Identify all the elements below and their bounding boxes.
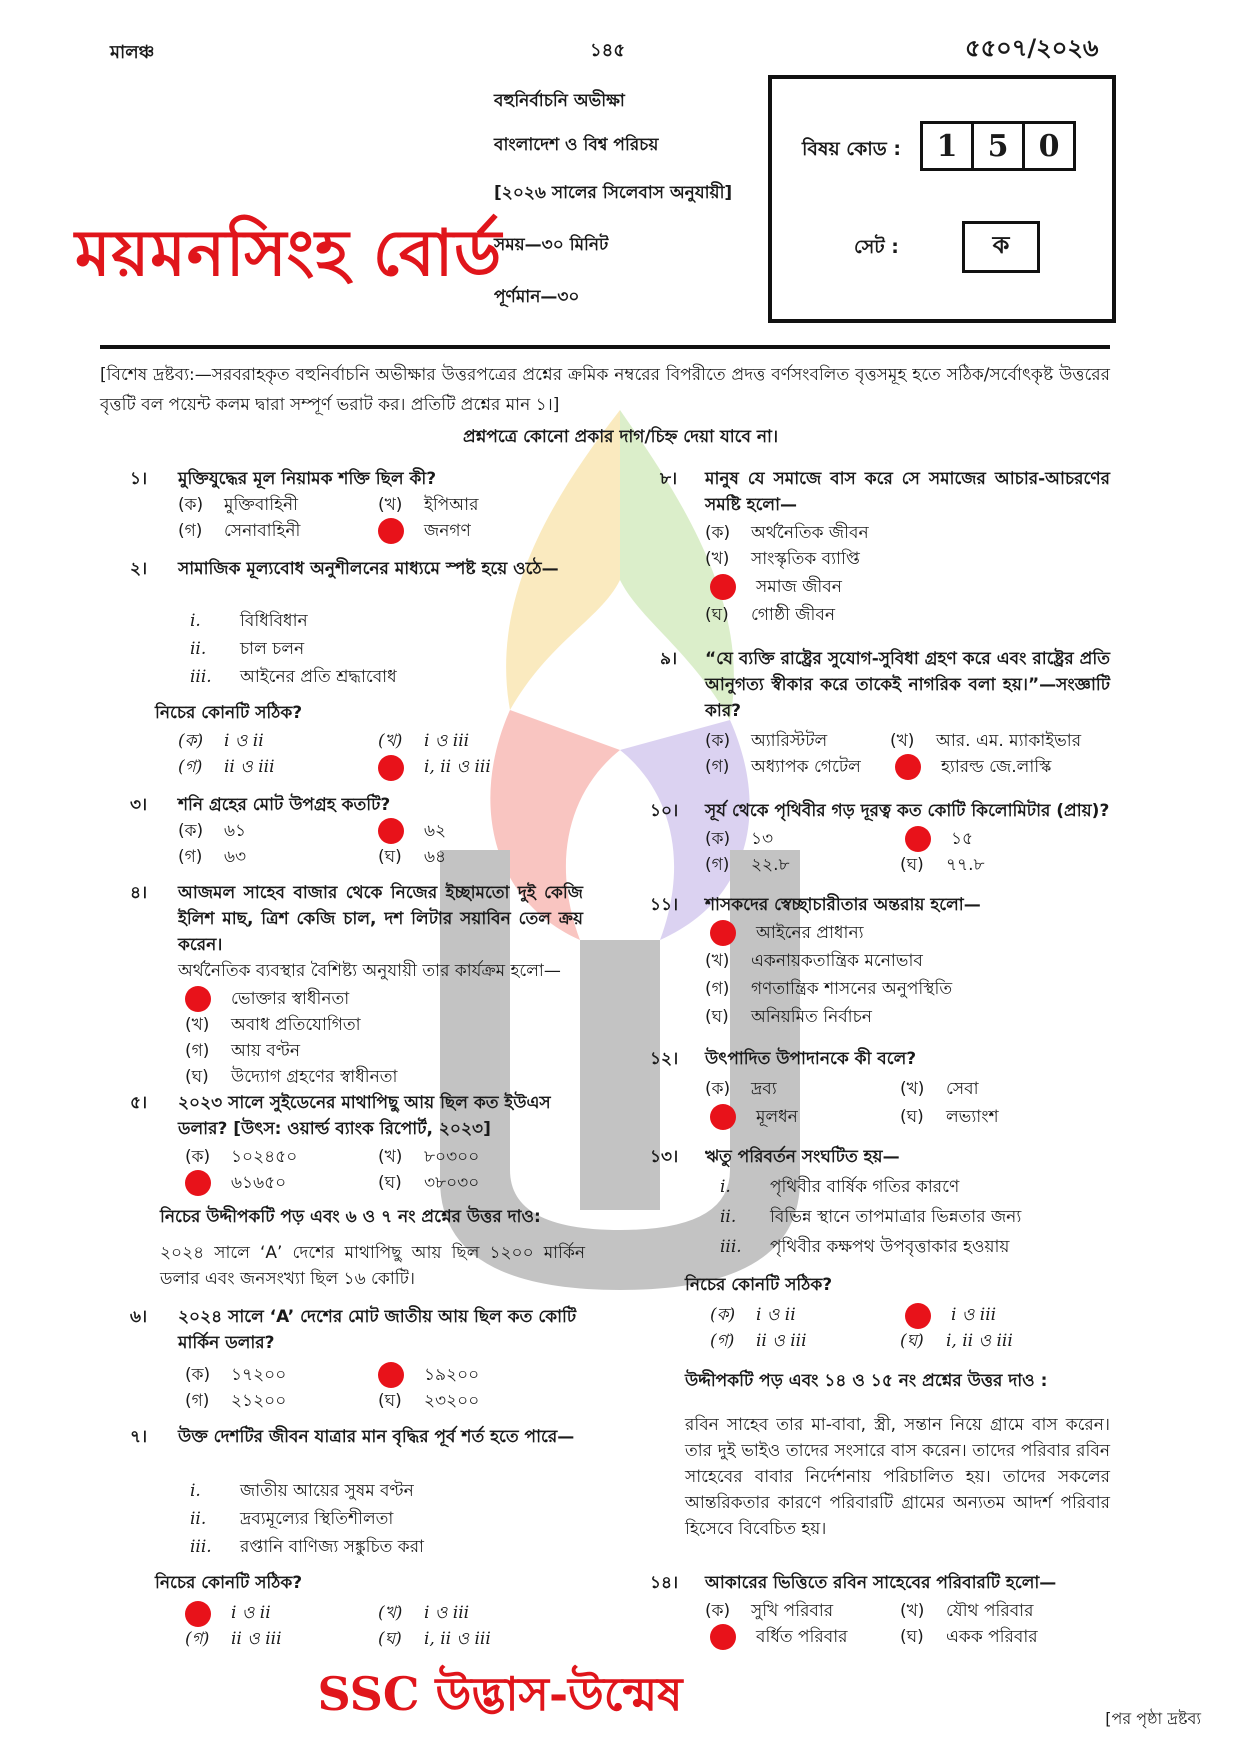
- q8-text: মানুষ যে সমাজে বাস করে সে সমাজের আচার-আচরণের সমষ্টি হলো—: [705, 469, 1110, 515]
- publisher-tag: মালঞ্চ: [110, 42, 155, 63]
- q1-option-d-marked: জনগণ: [378, 518, 471, 544]
- answer-mark-icon: [378, 755, 404, 781]
- full-marks: পূর্ণমান—৩০: [494, 287, 580, 307]
- q3-option-a: (ক) ৬১: [178, 821, 247, 841]
- answer-mark-icon: [895, 754, 921, 780]
- q14-number: ১৪।: [650, 1573, 679, 1593]
- q2-option-c: (গ) ii ও iii: [178, 757, 275, 777]
- set-value: ক: [962, 221, 1040, 273]
- subject-code-digits: [920, 121, 1076, 171]
- header-divider: [100, 345, 1110, 349]
- q12-option-c-marked: মূলধন: [710, 1104, 798, 1130]
- q11-option-c: (গ) গণতান্ত্রিক শাসনের অনুপস্থিতি: [705, 979, 953, 999]
- answer-mark-icon: [905, 1303, 931, 1329]
- q13-item-ii: ii. বিভিন্ন স্থানে তাপমাত্রার ভিন্নতার জন্য: [720, 1207, 1022, 1227]
- answer-mark-icon: [710, 574, 736, 600]
- board-name: ময়মনসিংহ বোর্ড: [75, 216, 503, 291]
- q2-text: সামাজিক মূল্যবোধ অনুশীলনের মাধ্যমে স্পষ্ট হয়ে ওঠে—: [178, 559, 559, 579]
- q9-text: “যে ব্যক্তি রাষ্ট্রের সুযোগ-সুবিধা গ্রহণ করে এবং রাষ্ট্রের প্রতি আনুগত্য স্বীকার করে তাকেই নাগরিক বলা হয়।”—সংজ্ঞাটি কার?: [705, 649, 1110, 721]
- q13-option-b-marked: i ও iii: [905, 1302, 996, 1329]
- answer-mark-icon: [185, 986, 211, 1012]
- q13-number: ১৩।: [650, 1147, 679, 1167]
- q8-option-d: (ঘ) গোষ্ঠী জীবন: [705, 605, 835, 625]
- q8-option-c-marked: সমাজ জীবন: [710, 574, 842, 600]
- q4-option-a-marked: ভোক্তার স্বাধীনতা: [185, 986, 349, 1012]
- answer-mark-icon: [185, 1601, 211, 1627]
- code-digit: 5: [974, 124, 1025, 168]
- q12-option-d: (ঘ) লভ্যাংশ: [900, 1107, 999, 1127]
- next-page-note: [পর পৃষ্ঠা দ্রষ্টব্য: [1105, 1709, 1201, 1728]
- q1-option-a: (ক) মুক্তিবাহিনী: [178, 495, 299, 515]
- q13-option-a: (ক) i ও ii: [710, 1305, 796, 1325]
- q14-option-b: (খ) যৌথ পরিবার: [900, 1601, 1034, 1621]
- stimulus1-intro: নিচের উদ্দীপকটি পড় এবং ৬ ও ৭ নং প্রশ্নের উত্তর দাও:: [160, 1207, 541, 1227]
- q3-text: শনি গ্রহের মোট উপগ্রহ কতটি?: [178, 795, 391, 815]
- stimulus2-text: রবিন সাহেব তার মা-বাবা, স্ত্রী, সন্তান নিয়ে গ্রামে বাস করেন। তার দুই ভাইও তাদের সংসারে বাস করেন। তাদের পরিবার রবিন সাহেবের বাবার নির্দেশনায় পরিচালিত হয়। তাদের সকলের আন্তরিকতার কারণে পরিবারটি গ্রামের অন্যতম আদর্শ পরিবার হিসেবে বিবেচিত হয়।: [685, 1415, 1110, 1539]
- answer-mark-icon: [710, 920, 736, 946]
- q7-item-i: i. জাতীয় আয়ের সুষম বণ্টন: [190, 1481, 414, 1501]
- q5-number: ৫।: [130, 1093, 148, 1113]
- q11-option-b: (খ) একনায়কতান্ত্রিক মনোভাব: [705, 951, 923, 971]
- q3-number: ৩।: [130, 795, 148, 815]
- q7-option-d: (ঘ) i, ii ও iii: [378, 1629, 491, 1649]
- q5-option-a: (ক) ১০২৪৫০: [185, 1147, 298, 1167]
- answer-mark-icon: [710, 1104, 736, 1130]
- exam-type: বহুনির্বাচনি অভীক্ষা: [494, 91, 625, 111]
- q7-number: ৭।: [130, 1427, 148, 1447]
- subject-code-label: বিষয় কোড :: [802, 138, 902, 160]
- set-label: সেট :: [854, 236, 899, 258]
- q7-option-a-marked: i ও ii: [185, 1600, 271, 1627]
- brand-footer: SSC উদ্ভাস-উন্মেষ: [317, 1667, 683, 1721]
- q9-option-b: (খ) আর. এম. ম্যাকাইভার: [890, 731, 1082, 751]
- answer-mark-icon: [378, 518, 404, 544]
- q10-option-c: (গ) ২২.৮: [705, 855, 790, 875]
- q13-which-correct: নিচের কোনটি সঠিক?: [685, 1275, 833, 1295]
- code-digit: 1: [923, 124, 974, 168]
- q11-option-d: (ঘ) অনিয়মিত নির্বাচন: [705, 1007, 872, 1027]
- q8-option-b: (খ) সাংস্কৃতিক ব্যাপ্তি: [705, 549, 860, 569]
- q3-option-b-marked: ৬২: [378, 818, 446, 844]
- q14-option-d: (ঘ) একক পরিবার: [900, 1627, 1038, 1647]
- q2-option-b: (খ) i ও iii: [378, 731, 470, 751]
- q2-item-iii: iii. আইনের প্রতি শ্রদ্ধাবোধ: [190, 667, 397, 687]
- q1-option-c: (গ) সেনাবাহিনী: [178, 521, 301, 541]
- q6-option-b-marked: ১৯২০০: [378, 1362, 479, 1388]
- q3-option-c: (গ) ৬৩: [178, 847, 247, 867]
- q14-option-a: (ক) সুখি পরিবার: [705, 1601, 834, 1621]
- answer-mark-icon: [185, 1170, 211, 1196]
- q10-option-a: (ক) ১৩: [705, 829, 774, 849]
- q10-number: ১০।: [650, 801, 679, 821]
- q12-option-a: (ক) দ্রব্য: [705, 1079, 777, 1099]
- q12-number: ১২।: [650, 1049, 679, 1069]
- q5-option-d: (ঘ) ৩৮০৩০: [378, 1173, 480, 1193]
- q10-text: সূর্য থেকে পৃথিবীর গড় দূরত্ব কত কোটি কিলোমিটার (প্রায়)?: [705, 801, 1110, 821]
- q4-number: ৪।: [130, 883, 148, 903]
- q6-option-c: (গ) ২১২০০: [185, 1391, 287, 1411]
- q7-option-b: (খ) i ও iii: [378, 1603, 470, 1623]
- answer-mark-icon: [378, 818, 404, 844]
- q13-item-iii: iii. পৃথিবীর কক্ষপথ উপবৃত্তাকার হওয়ায়: [720, 1237, 1010, 1257]
- q7-text: উক্ত দেশটির জীবন যাত্রার মান বৃদ্ধির পূর্ব শর্ত হতে পারে—: [178, 1427, 575, 1447]
- q1-option-b: (খ) ইপিআর: [378, 495, 479, 515]
- q6-option-d: (ঘ) ২৩২০০: [378, 1391, 480, 1411]
- q9-option-a: (ক) অ্যারিস্টটল: [705, 731, 828, 751]
- q13-option-d: (ঘ) i, ii ও iii: [900, 1331, 1013, 1351]
- stimulus2-intro: উদ্দীপকটি পড় এবং ১৪ ও ১৫ নং প্রশ্নের উত্তর দাও :: [685, 1371, 1048, 1391]
- subject-name: বাংলাদেশ ও বিশ্ব পরিচয়: [494, 135, 659, 155]
- q14-text: আকারের ভিত্তিতে রবিন সাহেবের পরিবারটি হলো—: [705, 1573, 1057, 1593]
- q2-item-ii: ii. চাল চলন: [190, 639, 305, 659]
- q2-option-a: (ক) i ও ii: [178, 731, 264, 751]
- q4-option-d: (ঘ) উদ্যোগ গ্রহণের স্বাধীনতা: [185, 1067, 398, 1087]
- q11-number: ১১।: [650, 895, 679, 915]
- q8-number: ৮।: [660, 469, 678, 489]
- q2-which-correct: নিচের কোনটি সঠিক?: [155, 703, 303, 723]
- q6-number: ৬।: [130, 1307, 148, 1327]
- instructions: [বিশেষ দ্রষ্টব্য:—সরবরাহকৃত বহুনির্বাচনি অভীক্ষার উত্তরপত্রের প্রশ্নের ক্রমিক নম্বরের বিপরীতে প্রদত্ত বর্ণসংবলিত বৃত্তসমূহ হতে সঠিক/সর্বোৎকৃষ্ট উত্তরের বৃত্তটি বল পয়েন্ট কলম দ্বারা সম্পূর্ণ ভরাট কর। প্রতিটি প্রশ্নের মান ১।]: [100, 365, 1110, 415]
- q7-item-iii: iii. রপ্তানি বাণিজ্য সঙ্কুচিত করা: [190, 1537, 424, 1557]
- q6-option-a: (ক) ১৭২০০: [185, 1365, 287, 1385]
- q9-option-d-marked: হ্যারল্ড জে.লাস্কি: [895, 754, 1051, 780]
- syllabus-note: [২০২৬ সালের সিলেবাস অনুযায়ী]: [494, 183, 733, 203]
- q11-text: শাসকদের স্বেচ্ছাচারীতার অন্তরায় হলো—: [705, 895, 981, 915]
- q4-option-c: (গ) আয় বণ্টন: [185, 1041, 300, 1061]
- q7-which-correct: নিচের কোনটি সঠিক?: [155, 1573, 303, 1593]
- q14-option-c-marked: বর্ধিত পরিবার: [710, 1624, 848, 1650]
- q10-option-d: (ঘ) ৭৭.৮: [900, 855, 985, 875]
- q2-number: ২।: [130, 559, 148, 579]
- q1-number: ১।: [130, 469, 148, 489]
- q4-text: আজমল সাহেব বাজার থেকে নিজের ইচ্ছামতো দুই কেজি ইলিশ মাছ, ত্রিশ কেজি চাল, দশ লিটার সয়াবিন তেল ক্রয় করেন।: [178, 883, 583, 955]
- stimulus1-text: ২০২৪ সালে ‘A’ দেশের মাথাপিছু আয় ছিল ১২০০ মার্কিন ডলার এবং জনসংখ্যা ছিল ১৬ কোটি।: [160, 1243, 585, 1289]
- page-number: ১৪৫: [590, 40, 626, 61]
- q10-option-b-marked: ১৫: [905, 826, 973, 852]
- q12-text: উৎপাদিত উপাদানকে কী বলে?: [705, 1049, 917, 1069]
- q2-option-d-marked: i, ii ও iii: [378, 754, 491, 781]
- exam-time: সময়—৩০ মিনিট: [494, 235, 609, 255]
- q4-option-b: (খ) অবাধ প্রতিযোগিতা: [185, 1015, 361, 1035]
- q9-option-c: (গ) অধ্যাপক গেটেল: [705, 757, 861, 777]
- warning-note: প্রশ্নপত্রে কোনো প্রকার দাগ/চিহ্ন দেয়া যাবে না।: [462, 427, 779, 447]
- answer-mark-icon: [378, 1362, 404, 1388]
- q13-text: ঋতু পরিবর্তন সংঘটিত হয়—: [705, 1147, 900, 1167]
- q12-option-b: (খ) সেবা: [900, 1079, 979, 1099]
- q13-item-i: i. পৃথিবীর বার্ষিক গতির কারণে: [720, 1177, 960, 1197]
- q2-item-i: i. বিধিবিধান: [190, 611, 308, 631]
- q5-option-c-marked: ৬১৬৫০: [185, 1170, 286, 1196]
- subject-code-box: [768, 75, 1116, 323]
- q8-option-a: (ক) অর্থনৈতিক জীবন: [705, 523, 869, 543]
- answer-mark-icon: [710, 1624, 736, 1650]
- doc-code: ৫৫০৭/২০২৬: [965, 34, 1099, 62]
- q6-text: ২০২৪ সালে ‘A’ দেশের মোট জাতীয় আয় ছিল কত কোটি মার্কিন ডলার?: [178, 1307, 577, 1353]
- q5-text: ২০২৩ সালে সুইডেনের মাথাপিছু আয় ছিল কত ইউএস ডলার? [উৎস: ওয়ার্ল্ড ব্যাংক রিপোর্ট, ২০২৩]: [178, 1093, 551, 1139]
- q4-text2: অর্থনৈতিক ব্যবস্থার বৈশিষ্ট্য অনুযায়ী তার কার্যক্রম হলো—: [178, 961, 561, 981]
- q3-option-d: (ঘ) ৬৪: [378, 847, 447, 867]
- answer-mark-icon: [905, 826, 931, 852]
- q5-option-b: (খ) ৮০৩০০: [378, 1147, 480, 1167]
- q7-item-ii: ii. দ্রব্যমূল্যের স্থিতিশীলতা: [190, 1509, 394, 1529]
- q11-option-a-marked: আইনের প্রাধান্য: [710, 920, 864, 946]
- q9-number: ৯।: [660, 649, 678, 669]
- q1-text: মুক্তিযুদ্ধের মূল নিয়ামক শক্তি ছিল কী?: [178, 469, 437, 489]
- q13-option-c: (গ) ii ও iii: [710, 1331, 807, 1351]
- code-digit: 0: [1038, 128, 1060, 164]
- q7-option-c: (গ) ii ও iii: [185, 1629, 282, 1649]
